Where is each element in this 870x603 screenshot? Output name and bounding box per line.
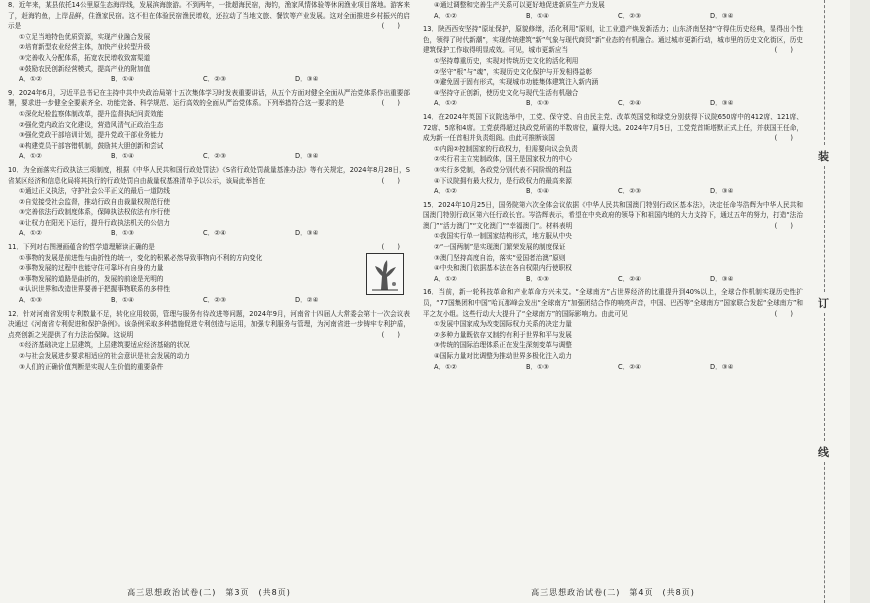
answer-option: C．②③ bbox=[203, 75, 227, 84]
page-left bbox=[8, 0, 410, 603]
statement: ②坚守“根”与“魂”，实现历史文化保护与开发相得益彰 bbox=[434, 67, 593, 76]
question bbox=[423, 200, 803, 285]
question-stem-text: 9．2024年6月，习近平总书记在主持中共中央政治局第十五次集体学习时发表重要讲话，从五个方面对健全全面从严治党体系作出重要部署，要求进一步健全全要素齐全、功能完备、科学规范、运行高效的全面从严治党体系。下列举措符合这一要求的是 bbox=[8, 88, 410, 108]
binding-dash bbox=[824, 462, 825, 603]
page-edge bbox=[850, 0, 870, 603]
answer-option: A．①② bbox=[19, 229, 42, 238]
question bbox=[8, 242, 410, 306]
answer-option: C．②④ bbox=[203, 229, 227, 238]
answer-option: D．③④ bbox=[710, 274, 734, 283]
question-stem bbox=[423, 112, 803, 144]
answer-options bbox=[423, 11, 803, 22]
question bbox=[423, 24, 803, 109]
answer-option: D．③④ bbox=[295, 75, 319, 84]
answer-option: B．①③ bbox=[526, 362, 549, 371]
question-stem-text: 16．当前，新一轮科技革命和产业革命方兴未艾。“全球南方”占世界经济的比重提升到40%以上，全球合作机制实现历史性扩员，“77国集团和中国”哈瓦那峰会发出“全球南方”加强团结合作的响亮声音，中国、巴西等“全球南方”国家联合发起“全球南方”和平之友小组。这些行动大大提升了“全球南方”的国际影响力。由此可见 bbox=[423, 288, 803, 318]
answer-options bbox=[8, 74, 410, 85]
binding-dash bbox=[824, 313, 825, 441]
question bbox=[8, 309, 410, 373]
question bbox=[423, 287, 803, 372]
answer-option: D．③④ bbox=[710, 187, 734, 196]
statement: ③传统的国际治理体系正在发生深刻变革与调整 bbox=[434, 341, 572, 350]
answer-options bbox=[423, 274, 803, 285]
statement: ④国际力量对比调整为推动世界多极化注入动力 bbox=[434, 352, 572, 360]
statement: ②“一国两制”是实现澳门繁荣发展的制度保证 bbox=[434, 243, 566, 252]
question bbox=[423, 0, 803, 21]
binding-line bbox=[813, 0, 837, 603]
question-stem-text: 14．在2024年英国下议院选举中，工党、保守党、自由民主党、改革英国党和绿党分别获得下议院650席中的412席、121席、72席、5席和4席。工党获得超过执政党所需的半数席位，赢得大选。2024年7月5日，工党党首斯塔默正式上任，并获国王任命，成为新一任首相并负责组阁。由此可推断该国 bbox=[423, 112, 803, 143]
answer-option: D．③④ bbox=[710, 11, 734, 20]
question bbox=[423, 112, 803, 197]
answer-option: A．①② bbox=[434, 187, 457, 196]
statement: ③澳门坚持高度自治，落实“爱国者治澳”原则 bbox=[434, 253, 566, 262]
statement: ①我国实行单一制国家结构形式，地方服从中央 bbox=[434, 232, 572, 241]
statement: ④坚持守正创新，使历史文化与现代生活有机融合 bbox=[434, 88, 579, 97]
statement: ②实行君主立宪制政体，国王是国家权力的中心 bbox=[434, 155, 572, 164]
question-stem bbox=[423, 287, 803, 319]
answer-option: D．③④ bbox=[710, 99, 734, 108]
statement: ③事物发展的道路是曲折的，发展的前途是光明的 bbox=[19, 274, 164, 283]
statement: ①坚持尊重历史，实现对传统历史文化的活化利用 bbox=[434, 56, 579, 65]
question-stem bbox=[423, 24, 803, 56]
binding-dash bbox=[824, 166, 825, 292]
answer-options bbox=[8, 228, 410, 239]
statement: ④下议院拥有最大权力，是行政权力的最高来源 bbox=[434, 176, 572, 185]
statement: ①事物的发展是前进性与曲折性的统一，变化的积累必然导致事物向不利的方向变化 bbox=[19, 253, 263, 262]
right-question-list bbox=[423, 0, 803, 372]
question bbox=[8, 88, 410, 162]
statement: ①深化纪检监察体制改革，提升监督执纪问责效能 bbox=[19, 109, 164, 118]
statement: ②强化党内政治文化建设，营造风清气正政治生态 bbox=[19, 120, 164, 129]
answer-option: B．①④ bbox=[111, 296, 134, 305]
statement: ①立足当地特色优质资源，实现产业融合发展 bbox=[19, 32, 151, 41]
question bbox=[8, 0, 410, 85]
binding-dash bbox=[824, 0, 825, 145]
answer-option: A．①② bbox=[434, 11, 457, 20]
answer-options bbox=[423, 186, 803, 197]
answer-option: A．①② bbox=[434, 362, 457, 371]
answer-option: C．②④ bbox=[618, 274, 642, 283]
statement: ②自觉接受社会监督，推动行政自由裁量权规范行使 bbox=[19, 197, 170, 206]
answer-options bbox=[423, 98, 803, 109]
answer-bracket: ( ) bbox=[381, 176, 400, 185]
question-stem bbox=[8, 309, 410, 341]
answer-option: A．①② bbox=[19, 152, 42, 161]
answer-options bbox=[423, 362, 803, 373]
answer-option: B．①③ bbox=[111, 229, 134, 238]
answer-bracket: ( ) bbox=[381, 22, 400, 31]
answer-option: B．①④ bbox=[111, 152, 134, 161]
page-footer-right: 高三思想政治试卷(二) 第4页 (共8页) bbox=[531, 588, 695, 598]
question-stem-text: 13．陕西西安坚持“原址保护，原貌修缮，活化利用”原则，让工业遗产焕发新活力；山东济南坚持“守得住历史经典，显得出个性色，领得了时代新潮”，实现传统建筑“新”气象与现代商贸“新”业态的有机融合。通过城市更新行动，城市里的历史文化街区，历史建筑保护工作取得明显成效。可见，城市更新应当 bbox=[423, 25, 803, 55]
statement: ②事物发展的过程中也能守住可靠坏有自身的力量 bbox=[19, 264, 164, 273]
statement: ④让权力在阳光下运行，提升行政执法机关的公信力 bbox=[19, 218, 170, 227]
answer-option: D．③④ bbox=[295, 229, 319, 238]
tree-cartoon-icon bbox=[366, 253, 404, 295]
binding-char: 装 bbox=[818, 150, 829, 163]
question-stem-text: 12．针对河南省发明专利数量不足，转化应用较弱，管理与服务有待改进等问题，2024年9月，河南省十四届人大常委会第十一次会议表决通过《河南省专利促进和保护条例》。该条例采取多种措施促进专利创造与运用，加强专利服务与管理，为河南省进一步铸牢专利护盾，点亮创新之光提供了有力法治保障。这说明 bbox=[8, 309, 410, 339]
answer-bracket: ( ) bbox=[774, 46, 793, 55]
answer-option: B．①④ bbox=[526, 11, 549, 20]
question-stem bbox=[423, 200, 803, 232]
question bbox=[8, 165, 410, 239]
question-stem-text: 8．近年来，某县依托14公里原生态海岸线，发展滨海旅游。不到两年，一批超海民宿，海钓，渔家风情体验等休闲渔业项目落地。游客来了，赶海钓鱼，上岸品鲜，住渔家民宿。这不但在体验民宿渔民增收，还拉动了当地文旅、餐饮等产业发展。这对全面推进乡村振兴的启示是 bbox=[8, 1, 410, 31]
answer-option: C．②④ bbox=[618, 99, 642, 108]
answer-option: C．②③ bbox=[618, 187, 642, 196]
answer-option: B．①③ bbox=[526, 99, 549, 108]
statement: ③完善收入分配体系，拓宽农民增收致富渠道 bbox=[19, 53, 151, 62]
answer-option: C．②③ bbox=[618, 11, 642, 20]
statement: ④认识世界和改造世界要善于把握事物联系的多样性 bbox=[19, 285, 170, 294]
statement: ②与社会发展进步要求相适应的社会意识是社会发展的动力 bbox=[19, 352, 190, 360]
statement: ③避免固于固有形式，实现城市功能集体建筑注入新内涵 bbox=[434, 78, 599, 87]
answer-option: A．①② bbox=[434, 99, 457, 108]
answer-option: D．②④ bbox=[295, 296, 319, 305]
answer-bracket: ( ) bbox=[774, 134, 793, 143]
answer-option: B．①④ bbox=[526, 187, 549, 196]
question-stem bbox=[8, 165, 410, 186]
left-question-list bbox=[8, 0, 410, 372]
question-stem-text: 11．下列对右图漫画蕴含的哲学道理解读正确的是 bbox=[8, 243, 155, 252]
binding-char: 线 bbox=[818, 446, 829, 459]
answer-option: D．③④ bbox=[710, 362, 734, 371]
statement: ①发展中国家成为改变国际权力关系的决定力量 bbox=[434, 320, 572, 329]
answer-option: A．①② bbox=[19, 75, 42, 84]
statement: ④中央和澳门依据基本法在各自权限内行使职权 bbox=[434, 264, 572, 273]
statement: ③实行多党制，各政党分别代表不同阶级的利益 bbox=[434, 165, 572, 174]
page-footer-left: 高三思想政治试卷(二) 第3页 (共8页) bbox=[127, 588, 291, 598]
answer-option: C．②③ bbox=[203, 296, 227, 305]
statement: ③强化党政干部培训计划，提升党政干部业务能力 bbox=[19, 131, 164, 140]
answer-option: B．①④ bbox=[111, 75, 134, 84]
answer-option: B．①③ bbox=[526, 274, 549, 283]
statement: ④通过调整和完善生产关系可以更好地促进新质生产力发展 bbox=[434, 1, 605, 9]
answer-options bbox=[8, 151, 410, 162]
answer-option: A．①② bbox=[434, 274, 457, 283]
statement: ①通过正义执法，守护社会公平正义的最后一道防线 bbox=[19, 187, 170, 196]
question-stem bbox=[8, 242, 410, 253]
statement: ③完善依法行政制度体系，保障执法权依法有序行使 bbox=[19, 208, 170, 217]
statement: ④构建党员干部容错机制，鼓励其大胆创新和尝试 bbox=[19, 141, 164, 150]
answer-bracket: ( ) bbox=[381, 99, 400, 108]
answer-bracket: ( ) bbox=[774, 221, 793, 230]
answer-option: C．②③ bbox=[203, 152, 227, 161]
question-stem-text: 10．为全面落实行政执法三项制度，根据《中华人民共和国行政处罚法》《S省行政处罚裁量基准办法》等有关规定，2024年8月28日，S省某区经济和信息化局将其执行的行政处罚自由裁量权基准清单予以公示，该局此举旨在 bbox=[8, 165, 410, 185]
answer-option: D．③④ bbox=[295, 152, 319, 161]
binding-char: 订 bbox=[818, 297, 829, 310]
answer-option: A．①③ bbox=[19, 296, 42, 305]
question-stem bbox=[8, 0, 410, 32]
question-stem-text: 15．2024年10月25日，国务院第六次全体会议依据《中华人民共和国澳门特别行政区基本法》，决定任命岑浩辉为中华人民共和国澳门特别行政区第六任行政长官。岑浩辉表示，希望在中央政府的领导下和祖国内地的大力支持下，通过五年的努力，打造“法治澳门”“活力澳门”“文化澳门”“幸福澳门”。材料表明 bbox=[423, 200, 803, 230]
question-stem bbox=[8, 88, 410, 109]
statement: ②多种力量既依存又制约有利于世界和平与发展 bbox=[434, 330, 572, 339]
statement: ②培育新型农业经营主体，加快产业转型升级 bbox=[19, 43, 151, 52]
answer-bracket: ( ) bbox=[381, 330, 400, 339]
page-right bbox=[423, 0, 803, 603]
statement: ①内阁②控制国家的行政权力，但需要向议会负责 bbox=[434, 144, 578, 153]
statement: ①经济基础决定上层建筑，上层建筑要适应经济基础的状况 bbox=[19, 341, 190, 350]
answer-bracket: ( ) bbox=[774, 309, 793, 318]
statement: ③人们的正确价值判断是实现人生价值的重要条件 bbox=[19, 362, 164, 371]
answer-bracket: ( ) bbox=[381, 243, 400, 252]
answer-options bbox=[8, 295, 410, 306]
answer-option: C．②④ bbox=[618, 362, 642, 371]
statement: ④鼓励农民创新经营模式，提高产业的附加值 bbox=[19, 64, 151, 73]
